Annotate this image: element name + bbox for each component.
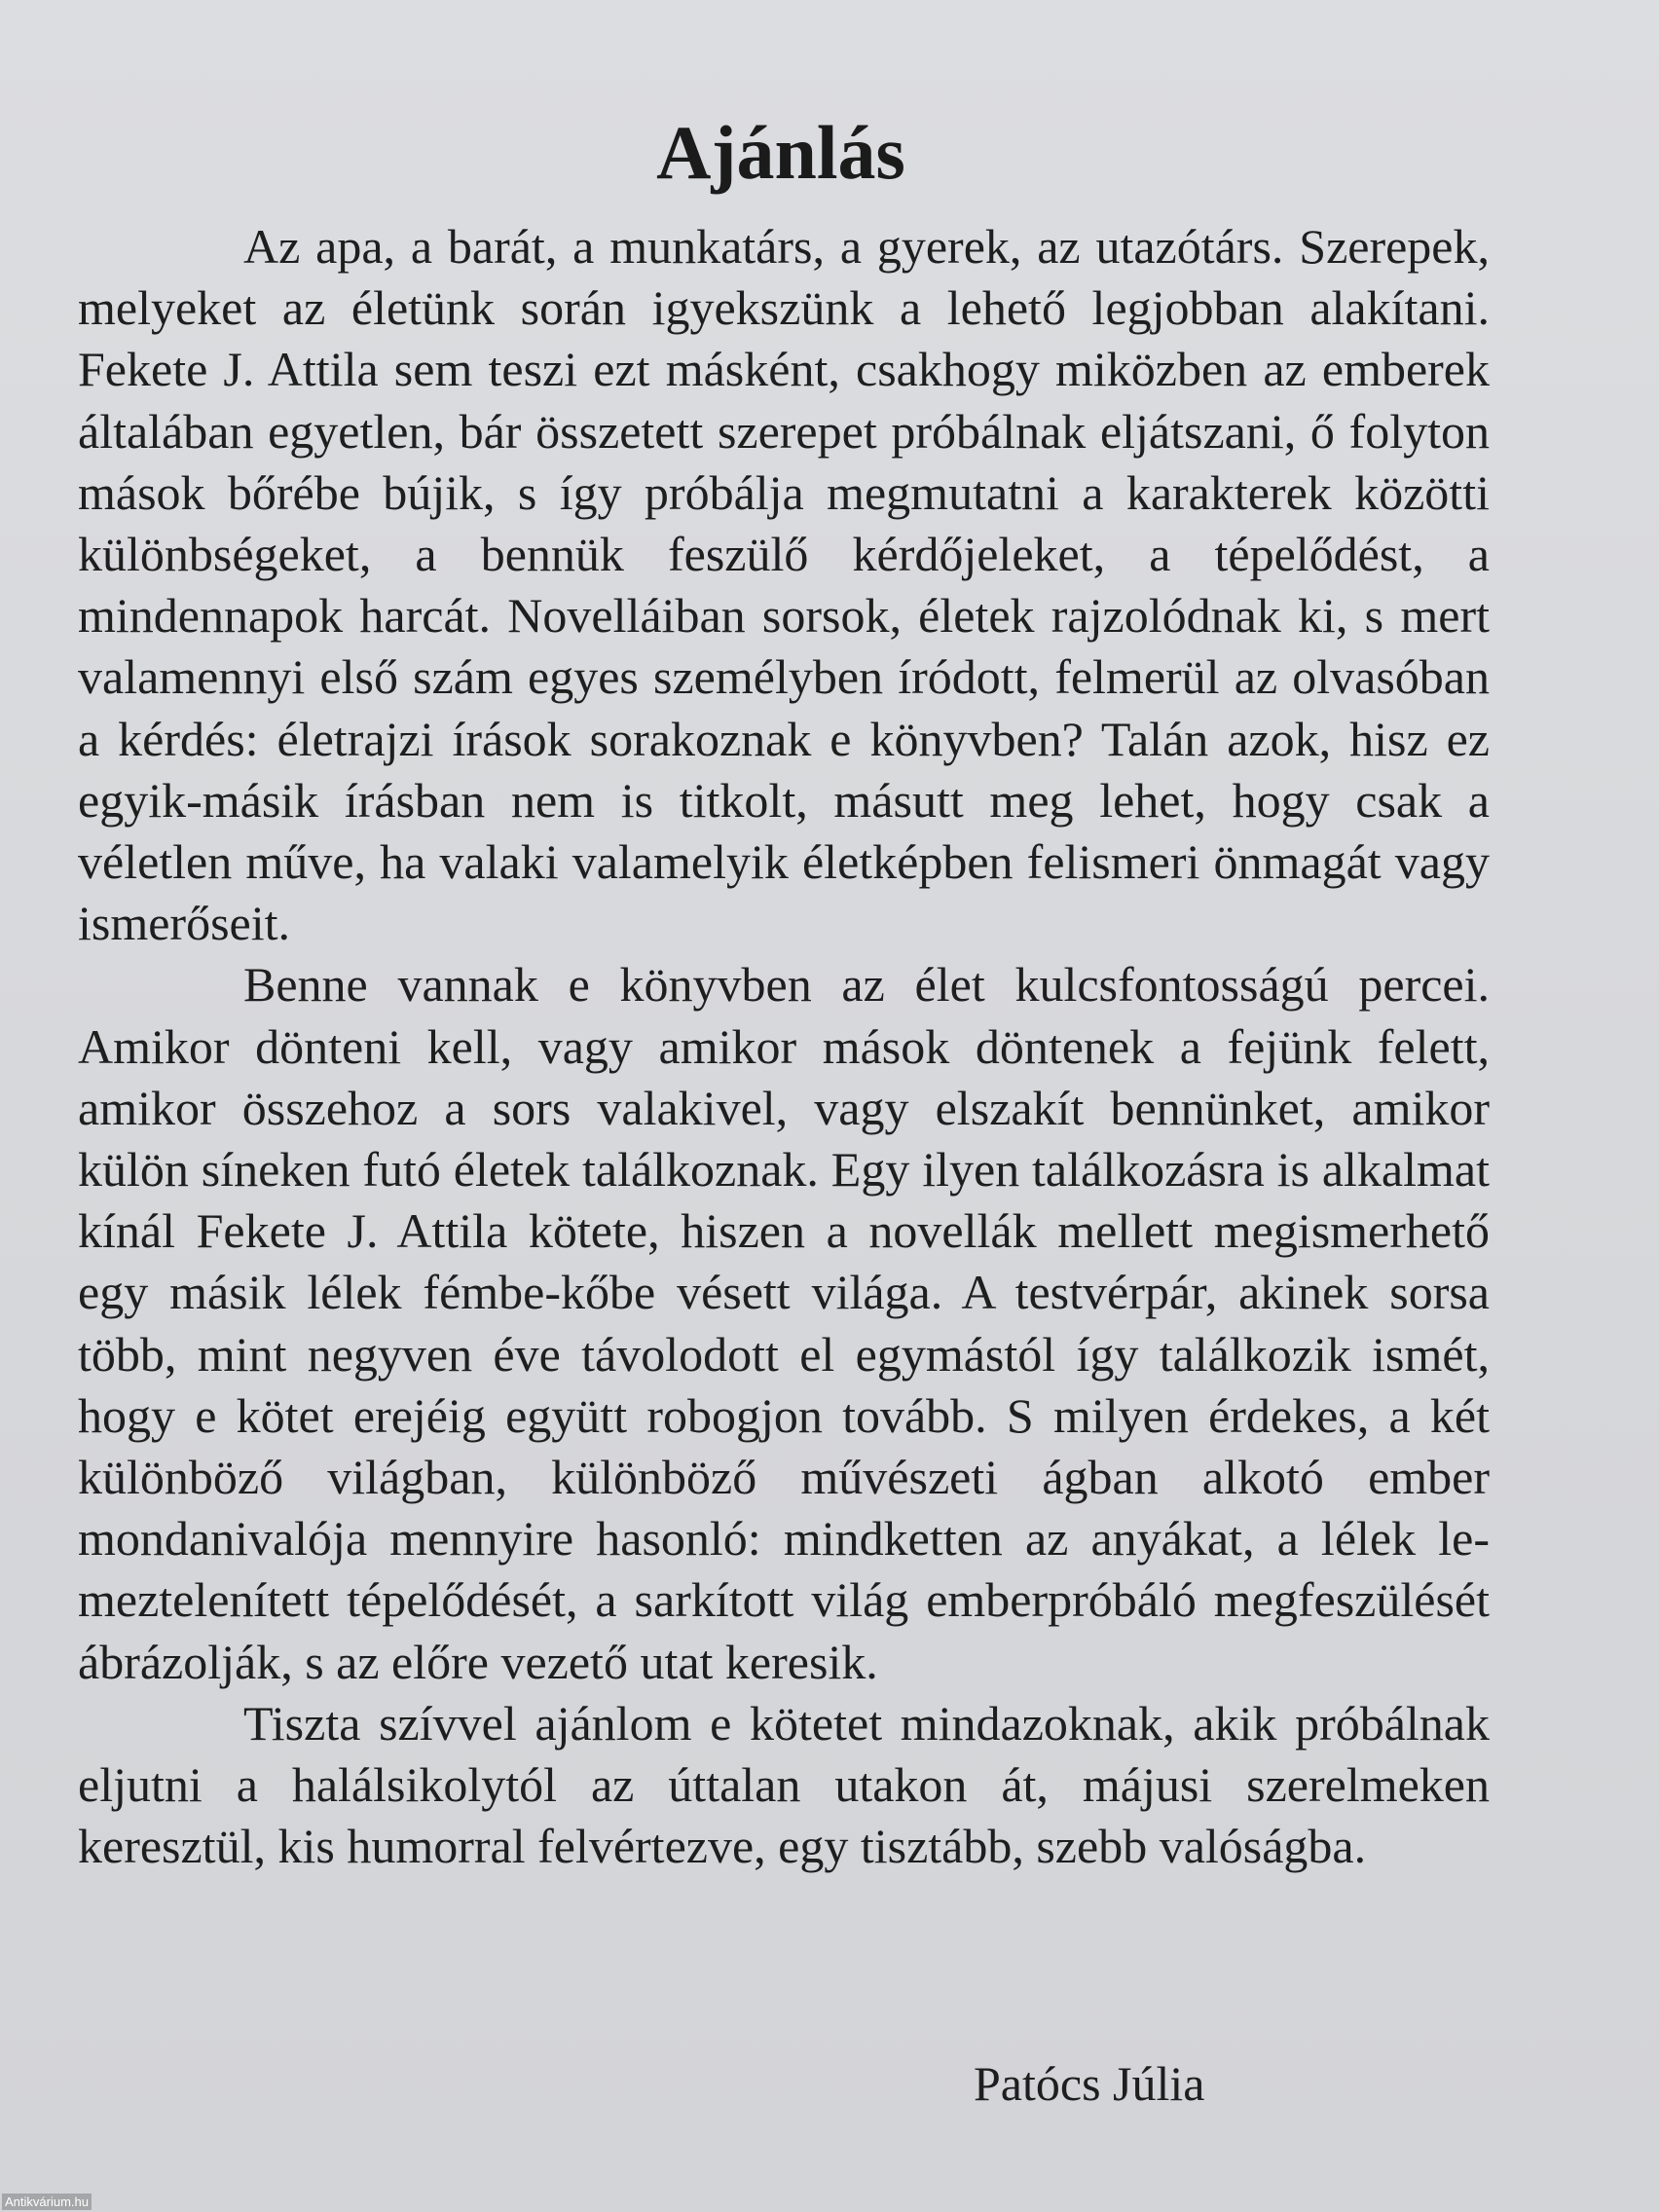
- paragraph-1: Az apa, a barát, a munkatárs, a gyerek, az utazótárs. Szerepek, melyeket az életünk során igyekszünk a lehető legjobban alakítani. Fekete J. Attila sem teszi ezt másként, csakhogy miközben az emberek általában egyetlen, bár összetett szerepet próbálnak eljátszani, ő folyton mások bőrébe bújik, s így próbálja megmutatni a karakterek közötti különbségeket, a bennük feszülő kérdőjeleket, a tépelődést, a mindennapok harcát. Novelláiban sorsok, életek rajzolódnak ki, s mert valamennyi első szám egyes személyben íródott, felmerül az olvasóban a kérdés: életrajzi írások sorakoznak e könyvben? Talán azok, hisz ez egyik-másik írásban nem is titkolt, másutt meg lehet, hogy csak a véletlen műve, ha valaki valamelyik életképben felismeri önmagát vagy ismerőseit.: [78, 219, 1490, 951]
- paragraph-3: Tiszta szívvel ajánlom e kötetet mindazoknak, akik próbálnak eljutni a halálsikolytól az úttalan utakon át, májusi szerelmeken keresztül, kis humorral felvértezve, egy tisztább, szebb valóságba.: [78, 1695, 1490, 1874]
- author-signature: Patócs Júlia: [974, 2056, 1205, 2111]
- paragraph-2: Benne vannak e könyvben az élet kulcsfontosságú percei. Amikor dönteni kell, vagy amikor mások döntenek a fejünk felett, amikor összehoz a sors valakivel, vagy elszakít bennünket, amikor külön síneken futó életek találkoznak. Egy ilyen találkozásra is alkalmat kínál Fekete J. Attila kötete, hiszen a novellák mellett megismerhető egy másik lélek fémbe-kőbe vésett világa. A testvérpár, akinek sorsa több, mint negyven éve távolodott el egymástól így találkozik ismét, hogy e kötet erejéig együtt robogjon tovább. S milyen érdekes, a két különböző világban, különböző művészeti ágban alkotó ember mondanivalója mennyire hasonló: mindketten az anyákat, a lélek lemeztelenített tépelődését, a sarkított világ emberpróbáló megfeszülését ábrázolják, s az előre vezető utat keresik.: [78, 957, 1490, 1689]
- watermark: Antikvárium.hu: [2, 2194, 92, 2210]
- body-text: [78, 216, 1490, 1877]
- page-title: Ajánlás: [656, 110, 905, 196]
